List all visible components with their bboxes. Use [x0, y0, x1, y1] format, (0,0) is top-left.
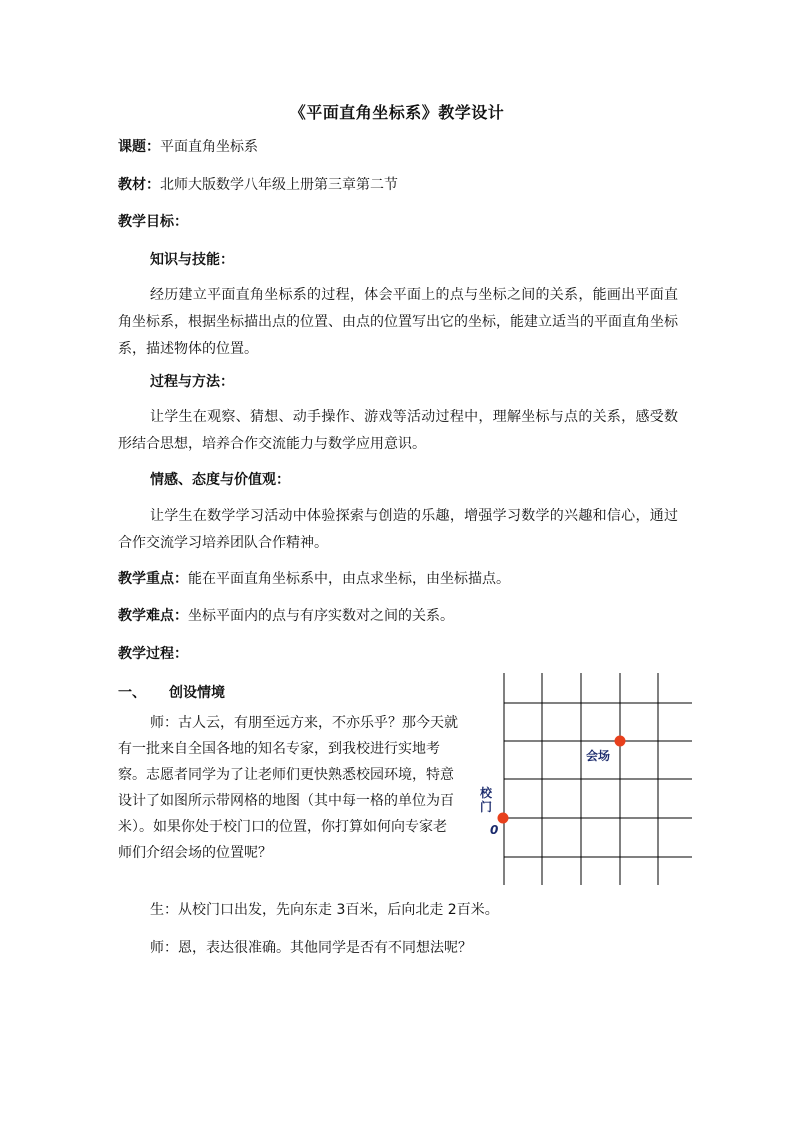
- topic-line: [118, 137, 258, 157]
- topic-value: 平面直角坐标系: [160, 139, 258, 155]
- student-answer: 生：从校门口出发，先向东走 3百米，后向北走 2百米。: [150, 902, 499, 918]
- section-number: 一、: [118, 685, 146, 701]
- origin-label: 0: [490, 823, 499, 837]
- process-methods-heading: 过程与方法：: [150, 374, 234, 390]
- venue-label: 会场: [586, 749, 611, 763]
- key-point-value: 能在平面直角坐标系中，由点求坐标，由坐标描点。: [188, 571, 510, 587]
- gate-point: [498, 813, 509, 824]
- topic-label: 课题：: [118, 139, 160, 155]
- textbook-label: 教材：: [118, 177, 160, 193]
- emotion-paragraph: 让学生在数学学习活动中体验探索与创造的乐趣，增强学习数学的兴趣和信心，通过合作交流学习培养团队合作精神。: [118, 508, 678, 551]
- gate-label-char2: 门: [480, 800, 493, 814]
- section-title: 创设情境: [169, 685, 225, 701]
- document-title: 《平面直角坐标系》教学设计: [289, 103, 505, 122]
- difficulty-value: 坐标平面内的点与有序实数对之间的关系。: [188, 608, 454, 624]
- difficulty-label: 教学难点：: [118, 608, 188, 624]
- key-point-line: [118, 569, 510, 589]
- teacher-followup: 师：恩，表达很准确。其他同学是否有不同想法呢？: [150, 940, 472, 956]
- map-grid-lines: [504, 673, 692, 885]
- knowledge-paragraph: 经历建立平面直角坐标系的过程，体会平面上的点与坐标之间的关系，能画出平面直角坐标系，根据坐标描出点的位置、由点的位置写出它的坐标，能建立适当的平面直角坐标系，描述物体的位置。: [118, 287, 678, 357]
- difficulty-line: [118, 606, 454, 626]
- process-methods-paragraph: 让学生在观察、猜想、动手操作、游戏等活动过程中，理解坐标与点的关系，感受数形结合思想，培养合作交流能力与数学应用意识。: [118, 409, 678, 452]
- teacher-intro-paragraph: 师：古人云，有朋至远方来，不亦乐乎？那今天就有一批来自全国各地的知名专家，到我校进行实地考察。志愿者同学为了让老师们更快熟悉校园环境，特意设计了如图所示带网格的地图（其中每一格的单位为百米）。如果你处于校门口的位置，你打算如何向专家老师们介绍会场的位置呢？: [118, 715, 458, 861]
- key-point-label: 教学重点：: [118, 571, 188, 587]
- textbook-line: [118, 175, 398, 195]
- campus-grid-map: [470, 670, 700, 890]
- gate-label-char1: 校: [480, 786, 493, 800]
- knowledge-heading: 知识与技能：: [150, 252, 234, 268]
- textbook-value: 北师大版数学八年级上册第三章第二节: [160, 177, 398, 193]
- emotion-heading: 情感、态度与价值观：: [150, 472, 290, 488]
- teaching-process-heading: 教学过程：: [118, 646, 188, 662]
- venue-point: [615, 736, 626, 747]
- goals-heading: 教学目标：: [118, 214, 188, 230]
